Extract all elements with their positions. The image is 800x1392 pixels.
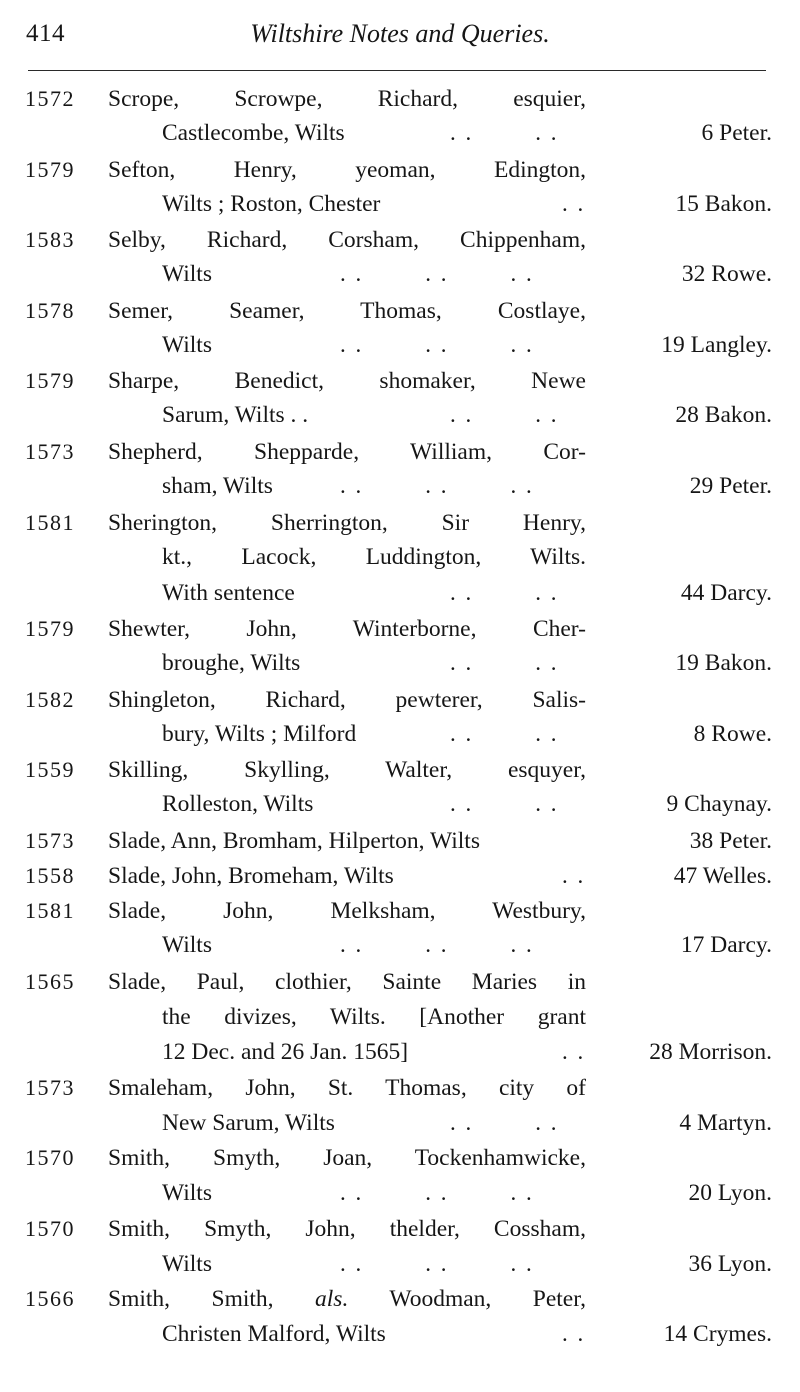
entry-first-line (0, 153, 800, 187)
entry-text: Slade, John, Bromeham, Wilts (108, 863, 394, 889)
entry-year: 1579 (25, 616, 75, 641)
entry-text: the divizes, Wilts. [Another grant (162, 1004, 586, 1030)
entry-year: 1579 (25, 368, 75, 393)
leader-dots: . . . . (450, 402, 559, 427)
entry-first-line (0, 753, 800, 787)
entry-continuation-line (0, 257, 800, 291)
entry-reference: 29 Peter. (689, 473, 772, 499)
entry-text: Slade, Ann, Bromham, Hilperton, Wilts (108, 828, 480, 854)
leader-dots: . . . . . . (340, 1251, 534, 1276)
entry-reference: 19 Bakon. (675, 650, 772, 676)
entry-continuation-line (0, 1106, 800, 1140)
entry-first-line (0, 435, 800, 469)
entry-first-line (0, 894, 800, 928)
entry-year: 1559 (25, 757, 75, 782)
entry-year: 1583 (25, 227, 75, 252)
entry-year: 1573 (25, 439, 75, 464)
entry-continuation-line (0, 1317, 800, 1351)
leader-dots: . . . . (450, 1110, 559, 1135)
entry-continuation-line (0, 469, 800, 503)
leader-dots: . . . . (450, 580, 559, 605)
entry-text: Skilling, Skylling, Walter, esquyer, (108, 757, 586, 783)
entry-first-line (0, 294, 800, 328)
entry-continuation-line (0, 1176, 800, 1210)
entry-year: 1579 (25, 157, 75, 182)
entry-text: Shingleton, Richard, pewterer, Salis- (108, 687, 586, 713)
leader-dots: . . (562, 1039, 586, 1064)
entry-text: 12 Dec. and 26 Jan. 1565] (162, 1039, 409, 1065)
entry-reference: 19 Langley. (661, 332, 772, 358)
entry-text: With sentence (162, 580, 295, 606)
entry-first-line (0, 859, 800, 893)
entry-continuation-line (0, 1247, 800, 1281)
leader-dots: . . . . . . (340, 932, 534, 957)
entry-continuation-line (0, 1000, 800, 1034)
entry-reference: 28 Morrison. (649, 1039, 772, 1065)
entry-continuation-line (0, 1035, 800, 1069)
entry-text: Shepherd, Shepparde, William, Cor- (108, 439, 586, 465)
entry-text: Slade, John, Melksham, Westbury, (108, 898, 586, 924)
entry-text: New Sarum, Wilts (162, 1110, 335, 1136)
entry-text: Wilts (162, 1180, 212, 1206)
entry-text: Smaleham, John, St. Thomas, city of (108, 1075, 586, 1101)
entry-text: sham, Wilts (162, 473, 273, 499)
entry-reference: 36 Lyon. (688, 1251, 772, 1277)
entry-year: 1570 (25, 1216, 75, 1241)
running-title: Wiltshire Notes and Queries. (250, 19, 550, 48)
entry-continuation-line (0, 328, 800, 362)
entry-year: 1565 (25, 969, 75, 994)
entry-text: Slade, Paul, clothier, Sainte Maries in (108, 969, 586, 995)
leader-dots: . . . . (450, 791, 559, 816)
entry-year: 1581 (25, 898, 75, 923)
entry-reference: 14 Crymes. (663, 1321, 772, 1347)
entry-text: kt., Lacock, Luddington, Wilts. (162, 544, 586, 570)
entry-year: 1581 (25, 510, 75, 535)
entry-first-line (0, 1141, 800, 1175)
leader-dots: . . (562, 1321, 586, 1346)
entry-year: 1558 (25, 863, 75, 888)
page-number: 414 (26, 20, 65, 47)
entry-year: 1582 (25, 687, 75, 712)
entry-text: Wilts (162, 932, 212, 958)
entry-reference: 47 Welles. (673, 863, 772, 889)
entry-text: Sarum, Wilts . . (162, 402, 309, 428)
entry-reference: 6 Peter. (701, 120, 772, 146)
entry-text: Castlecombe, Wilts (162, 120, 345, 146)
entry-text: broughe, Wilts (162, 650, 301, 676)
entry-year: 1572 (25, 86, 75, 111)
abbreviation-alias: als. (315, 1286, 349, 1312)
entry-reference: 28 Bakon. (675, 402, 772, 428)
entry-text: Sherington, Sherrington, Sir Henry, (108, 510, 586, 536)
entry-text: Sharpe, Benedict, shomaker, Newe (108, 368, 586, 394)
entry-text: Wilts (162, 261, 212, 287)
entry-year: 1573 (25, 828, 75, 853)
leader-dots: . . . . . . (340, 332, 534, 357)
entry-text: Semer, Seamer, Thomas, Costlaye, (108, 298, 586, 324)
entry-first-line (0, 612, 800, 646)
entry-first-line (0, 1282, 800, 1316)
entry-text: Smith, Smyth, John, thelder, Cossham, (108, 1216, 586, 1242)
entry-reference: 17 Darcy. (680, 932, 772, 958)
entry-first-line (0, 364, 800, 398)
entry-text: Smith, Smith, als. Woodman, Peter, (108, 1286, 586, 1312)
entry-text: Wilts (162, 332, 212, 358)
entry-text: Wilts ; Roston, Chester (162, 191, 381, 217)
entry-reference: 9 Chaynay. (666, 791, 772, 817)
entry-text: Sefton, Henry, yeoman, Edington, (108, 157, 586, 183)
entry-reference: 44 Darcy. (680, 580, 772, 606)
entry-reference: 8 Rowe. (693, 721, 772, 747)
entry-first-line (0, 223, 800, 257)
entry-text: Wilts (162, 1251, 212, 1277)
entry-reference: 32 Rowe. (681, 261, 772, 287)
entry-continuation-line (0, 717, 800, 751)
entry-year: 1573 (25, 1075, 75, 1100)
entry-first-line (0, 824, 800, 858)
leader-dots: . . . . . . (340, 1180, 534, 1205)
entry-reference: 4 Martyn. (679, 1110, 772, 1136)
leader-dots: . . . . (450, 120, 559, 145)
entry-continuation-line (0, 928, 800, 962)
leader-dots: . . . . . . (340, 261, 534, 286)
entry-reference: 20 Lyon. (688, 1180, 772, 1206)
entry-continuation-line (0, 398, 800, 432)
entry-continuation-line (0, 116, 800, 150)
entry-continuation-line (0, 187, 800, 221)
leader-dots: . . . . . . (340, 473, 534, 498)
entry-text: Christen Malford, Wilts (162, 1321, 386, 1347)
entry-first-line (0, 82, 800, 116)
entry-reference: 38 Peter. (689, 828, 772, 854)
entry-year: 1570 (25, 1145, 75, 1170)
entry-text: Shewter, John, Winterborne, Cher- (108, 616, 586, 642)
leader-dots: . . . . (450, 721, 559, 746)
entry-year: 1578 (25, 298, 75, 323)
entry-continuation-line (0, 576, 800, 610)
entry-first-line (0, 683, 800, 717)
entry-text: Selby, Richard, Corsham, Chippenham, (108, 227, 586, 253)
entry-first-line (0, 965, 800, 999)
entry-continuation-line (0, 787, 800, 821)
entry-text: Smith, Smyth, Joan, Tockenhamwicke, (108, 1145, 586, 1171)
entry-text: Scrope, Scrowpe, Richard, esquier, (108, 86, 586, 112)
entry-first-line (0, 1212, 800, 1246)
entry-continuation-line (0, 646, 800, 680)
entry-text: Rolleston, Wilts (162, 791, 314, 817)
leader-dots: . . . . (450, 650, 559, 675)
entry-year: 1566 (25, 1286, 75, 1311)
entry-first-line (0, 1071, 800, 1105)
entry-first-line (0, 506, 800, 540)
leader-dots: . . (562, 863, 586, 888)
leader-dots: . . (562, 191, 586, 216)
entry-text: bury, Wilts ; Milford (162, 721, 357, 747)
entry-reference: 15 Bakon. (675, 191, 772, 217)
entry-continuation-line (0, 540, 800, 574)
